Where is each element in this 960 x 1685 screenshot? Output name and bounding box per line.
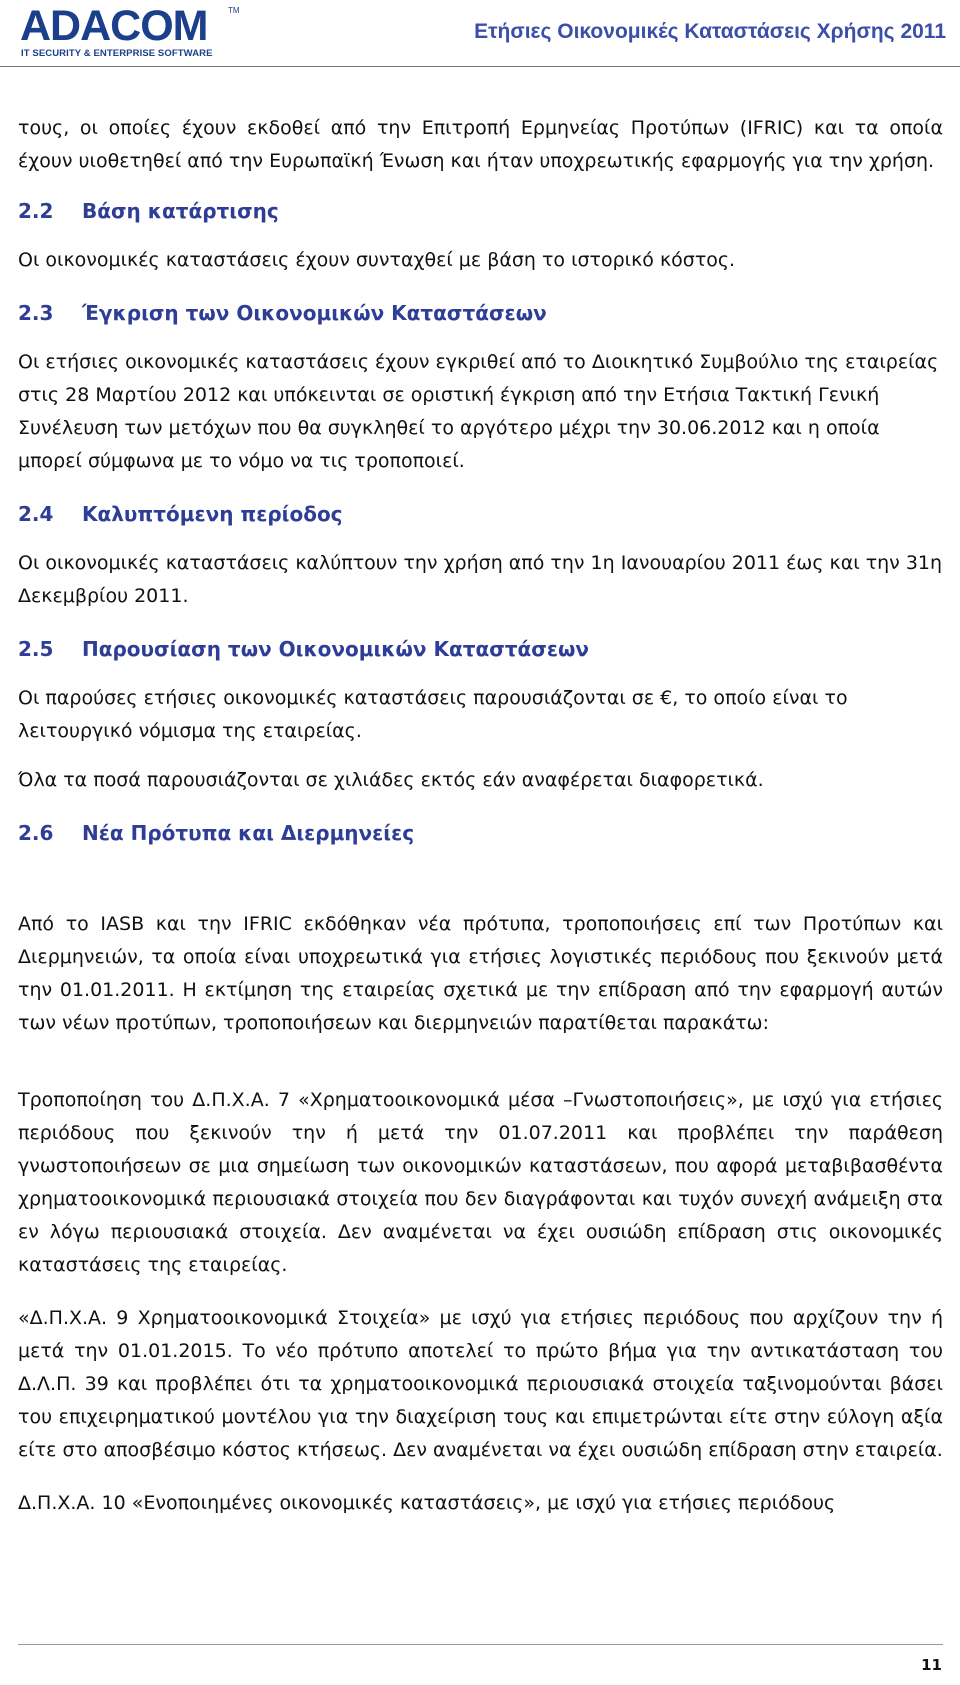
section-paragraph: Τροποποίηση του Δ.Π.Χ.Α. 7 «Χρηματοοικονομικά μέσα –Γνωστοποιήσεις», με ισχύ για ετήσιες περιόδους που ξεκινούν την ή μετά την 01.07.2011 και προβλέπει την παράθεση γνωστοποιήσεων σε μια σημείωση των οικονομικών καταστάσεων, που αφορά μεταβιβασθέντα χρηματοοικονομικά περιουσιακά στοιχεία που δεν διαγράφονται και τυχόν συνεχή ανάμειξη στα εν λόγω περιουσιακά στοιχεία. Δεν αναμένεται να έχει ουσιώδη επίδραση στις οικονομικές καταστάσεις της εταιρείας. — [18, 1089, 943, 1276]
section-title: Παρουσίαση των Οικονομικών Καταστάσεων — [82, 637, 589, 661]
page-number: 11 — [921, 1656, 942, 1674]
section-paragraph: Δ.Π.Χ.Α. 10 «Ενοποιημένες οικονομικές καταστάσεις», με ισχύ για ετήσιες περιόδους — [18, 1492, 836, 1514]
logo-trademark: TM — [228, 6, 240, 15]
section-heading-2-2 — [18, 195, 943, 228]
section-title: Βάση κατάρτισης — [82, 199, 279, 223]
adacom-logo — [20, 2, 240, 60]
section-title: Καλυπτόμενη περίοδος — [82, 502, 343, 526]
page-header — [0, 0, 960, 66]
section-paragraph: Οι ετήσιες οικονομικές καταστάσεις έχουν εγκριθεί από το Διοικητικό Συμβούλιο της εταιρείας στις 28 Μαρτίου 2012 και υπόκεινται σε οριστική έγκριση από την Ετήσια Τακτική Γενική Συνέλευση των μετόχων που θα συγκληθεί το αργότερο μέχρι την 30.06.2012 και η οποία μπορεί σύμφωνα με το νόμο να τις τροποποιεί. — [18, 351, 939, 472]
logo-wordmark: ADACOM — [20, 2, 208, 50]
section-title: Έγκριση των Οικονομικών Καταστάσεων — [82, 301, 547, 325]
section-paragraph: Οι οικονομικές καταστάσεις καλύπτουν την χρήση από την 1η Ιανουαρίου 2011 έως και την 31η Δεκεμβρίου 2011. — [18, 552, 943, 607]
section-number: 2.3 — [18, 301, 54, 325]
document-title: Ετήσιες Οικονομικές Καταστάσεις Χρήσης 2011 — [474, 20, 946, 43]
section-paragraph: Οι παρούσες ετήσιες οικονομικές καταστάσεις παρουσιάζονται σε €, το οποίο είναι το λειτουργικό νόμισμα της εταιρείας. — [18, 687, 848, 742]
header-divider — [0, 66, 960, 67]
section-number: 2.2 — [18, 199, 54, 223]
section-title: Νέα Πρότυπα και Διερμηνείες — [82, 821, 415, 845]
section-number: 2.5 — [18, 637, 54, 661]
intro-paragraph: τους, οι οποίες έχουν εκδοθεί από την Επιτροπή Ερμηνείας Προτύπων (IFRIC) και τα οποία έχουν υιοθετηθεί από την Ευρωπαϊκή Ένωση και ήταν υποχρεωτικής εφαρμογής για την χρήση. — [18, 117, 943, 172]
section-heading-2-3 — [18, 297, 943, 330]
section-paragraph: Από το IASB και την IFRIC εκδόθηκαν νέα πρότυπα, τροποποιήσεις επί των Προτύπων και Διερμηνειών, τα οποία είναι υποχρεωτικά για ετήσιες λογιστικές περιόδους που ξεκινούν μετά την 01.01.2011. Η εκτίμηση της εταιρείας σχετικά με την επίδραση από την εφαρμογή αυτών των νέων προτύπων, τροποποιήσεων και διερμηνειών παρατίθεται παρακάτω: — [18, 913, 943, 1034]
section-paragraph: «Δ.Π.Χ.Α. 9 Χρηματοοικονομικά Στοιχεία» με ισχύ για ετήσιες περιόδους που αρχίζουν την ή μετά την 01.01.2015. Το νέο πρότυπο αποτελεί το πρώτο βήμα για την αντικατάσταση του Δ.Λ.Π. 39 και προβλέπει ότι τα χρηματοοικονομικά περιουσιακά στοιχεία ταξινομούνται βάσει του επιχειρηματικού μοντέλου για την διαχείριση τους και επιμετρώνται είτε στην εύλογη αξία είτε στο αποσβέσιμο κόστος κτήσεως. Δεν αναμένεται να έχει ουσιώδη επίδραση στην εταιρεία. — [18, 1307, 943, 1461]
section-paragraph: Όλα τα ποσά παρουσιάζονται σε χιλιάδες εκτός εάν αναφέρεται διαφορετικά. — [18, 769, 764, 791]
section-heading-2-4 — [18, 498, 943, 531]
section-heading-2-5 — [18, 633, 943, 666]
footer-divider — [18, 1644, 943, 1645]
section-number: 2.6 — [18, 821, 54, 845]
section-paragraph: Οι οικονομικές καταστάσεις έχουν συνταχθεί με βάση το ιστορικό κόστος. — [18, 249, 736, 271]
section-number: 2.4 — [18, 502, 54, 526]
document-body — [18, 112, 943, 1520]
logo-tagline: IT SECURITY & ENTERPRISE SOFTWARE — [21, 48, 213, 59]
section-heading-2-6 — [18, 817, 943, 850]
